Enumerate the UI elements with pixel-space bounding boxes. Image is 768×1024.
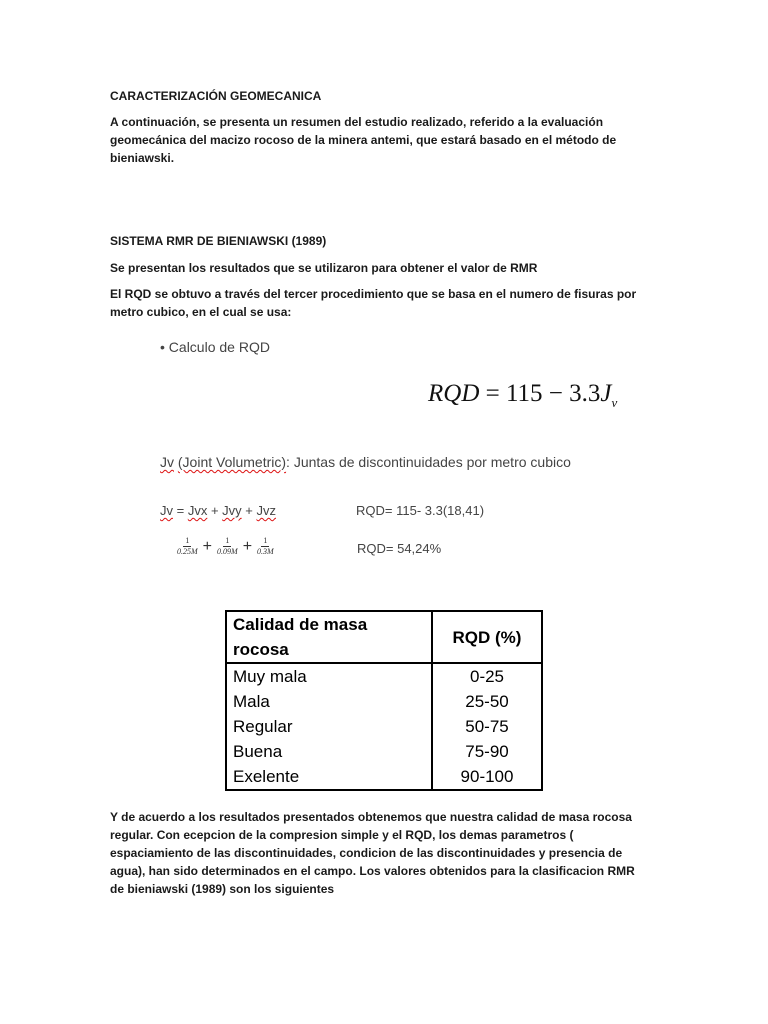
- table-cell-rqd: 25-50: [432, 689, 542, 714]
- table-header-row: [226, 611, 542, 663]
- jv-sum-plus1: +: [207, 503, 223, 518]
- table-row: [226, 714, 542, 739]
- rqd-procedure-text: El RQD se obtuvo a través del tercer procedimiento que se basa en el numero de fisuras por metro cubico, en el cual se usa:: [110, 287, 637, 319]
- intro-paragraph: A continuación, se presenta un resumen del estudio realizado, referido a la evaluación geomecánica del macizo rocoso de la minera antemi, que estará basado en el método de bieniawski.: [110, 115, 617, 165]
- fraction-x: [175, 536, 200, 557]
- jv-sum-jvy: Jvy: [222, 503, 242, 518]
- formula-lhs: RQD: [428, 380, 480, 407]
- rqd-quality-table: [225, 610, 543, 791]
- fraction-z: [255, 536, 276, 557]
- jv-fractions: [175, 536, 276, 557]
- rmr-heading: SISTEMA RMR DE BIENIAWSKI (1989): [110, 234, 327, 248]
- plus-2: +: [242, 537, 253, 555]
- table-row: [226, 689, 542, 714]
- table-row: [226, 663, 542, 689]
- rqd-bullet: • Calculo de RQD: [160, 339, 270, 355]
- rqd-result: RQD= 54,24%: [357, 541, 442, 556]
- table-row: [226, 739, 542, 764]
- table-header-quality: Calidad de masa rocosa: [226, 611, 432, 663]
- jv-definition: [160, 454, 571, 470]
- plus-1: +: [202, 537, 213, 555]
- fraction-x-den: 0.25M: [177, 547, 198, 556]
- table-cell-quality: Exelente: [226, 764, 432, 790]
- jv-paren: (Joint Volumetric): [177, 454, 287, 470]
- fraction-z-den: 0.3M: [257, 547, 274, 556]
- conclusion-paragraph: Y de acuerdo a los resultados presentados obtenemos que nuestra calidad de masa rocosa regular. Con ecepcion de la compresion simple y el RQD, los demas parametros ( espaciamiento de las discontinuidades, condicion de las discontinuidades y presencia de agua), han sido determinados en el campo. Los valores obtenidos para la clasificacion RMR de bieniawski (1989) son los siguientes: [110, 810, 635, 896]
- fraction-y-den: 0.09M: [217, 547, 238, 556]
- fraction-y: [215, 536, 240, 557]
- jv-sum-jvx: Jvx: [187, 503, 208, 518]
- rqd-formula: [428, 380, 617, 411]
- jv-sum-jvz: Jvz: [256, 503, 276, 518]
- formula-sub: v: [611, 395, 618, 410]
- jv-sum-formula: [160, 503, 276, 518]
- jv-desc: : Juntas de discontinuidades por metro cubico: [286, 454, 571, 470]
- formula-rhs: = 115 − 3.3: [485, 380, 601, 407]
- fraction-y-num: 1: [225, 536, 230, 545]
- table-cell-rqd: 50-75: [432, 714, 542, 739]
- fraction-x-num: 1: [185, 536, 190, 545]
- table-cell-rqd: 0-25: [432, 663, 542, 689]
- table-cell-rqd: 75-90: [432, 739, 542, 764]
- fraction-z-num: 1: [263, 536, 268, 545]
- jv-sum-lhs: Jv: [160, 503, 173, 518]
- table-header-rqd: RQD (%): [432, 611, 542, 663]
- table-cell-quality: Buena: [226, 739, 432, 764]
- table-cell-quality: Mala: [226, 689, 432, 714]
- jv-sum-eq: =: [173, 503, 188, 518]
- page-heading: CARACTERIZACIÓN GEOMECANICA: [110, 89, 322, 103]
- table-cell-quality: Muy mala: [226, 663, 432, 689]
- table-cell-rqd: 90-100: [432, 764, 542, 790]
- jv-sum-plus2: +: [241, 503, 257, 518]
- formula-var: J: [600, 380, 612, 407]
- rqd-calculation: RQD= 115- 3.3(18,41): [356, 503, 485, 518]
- table-cell-quality: Regular: [226, 714, 432, 739]
- table-row: [226, 764, 542, 790]
- rmr-results-line: Se presentan los resultados que se utilizaron para obtener el valor de RMR: [110, 261, 538, 275]
- jv-abbr: Jv: [160, 454, 174, 470]
